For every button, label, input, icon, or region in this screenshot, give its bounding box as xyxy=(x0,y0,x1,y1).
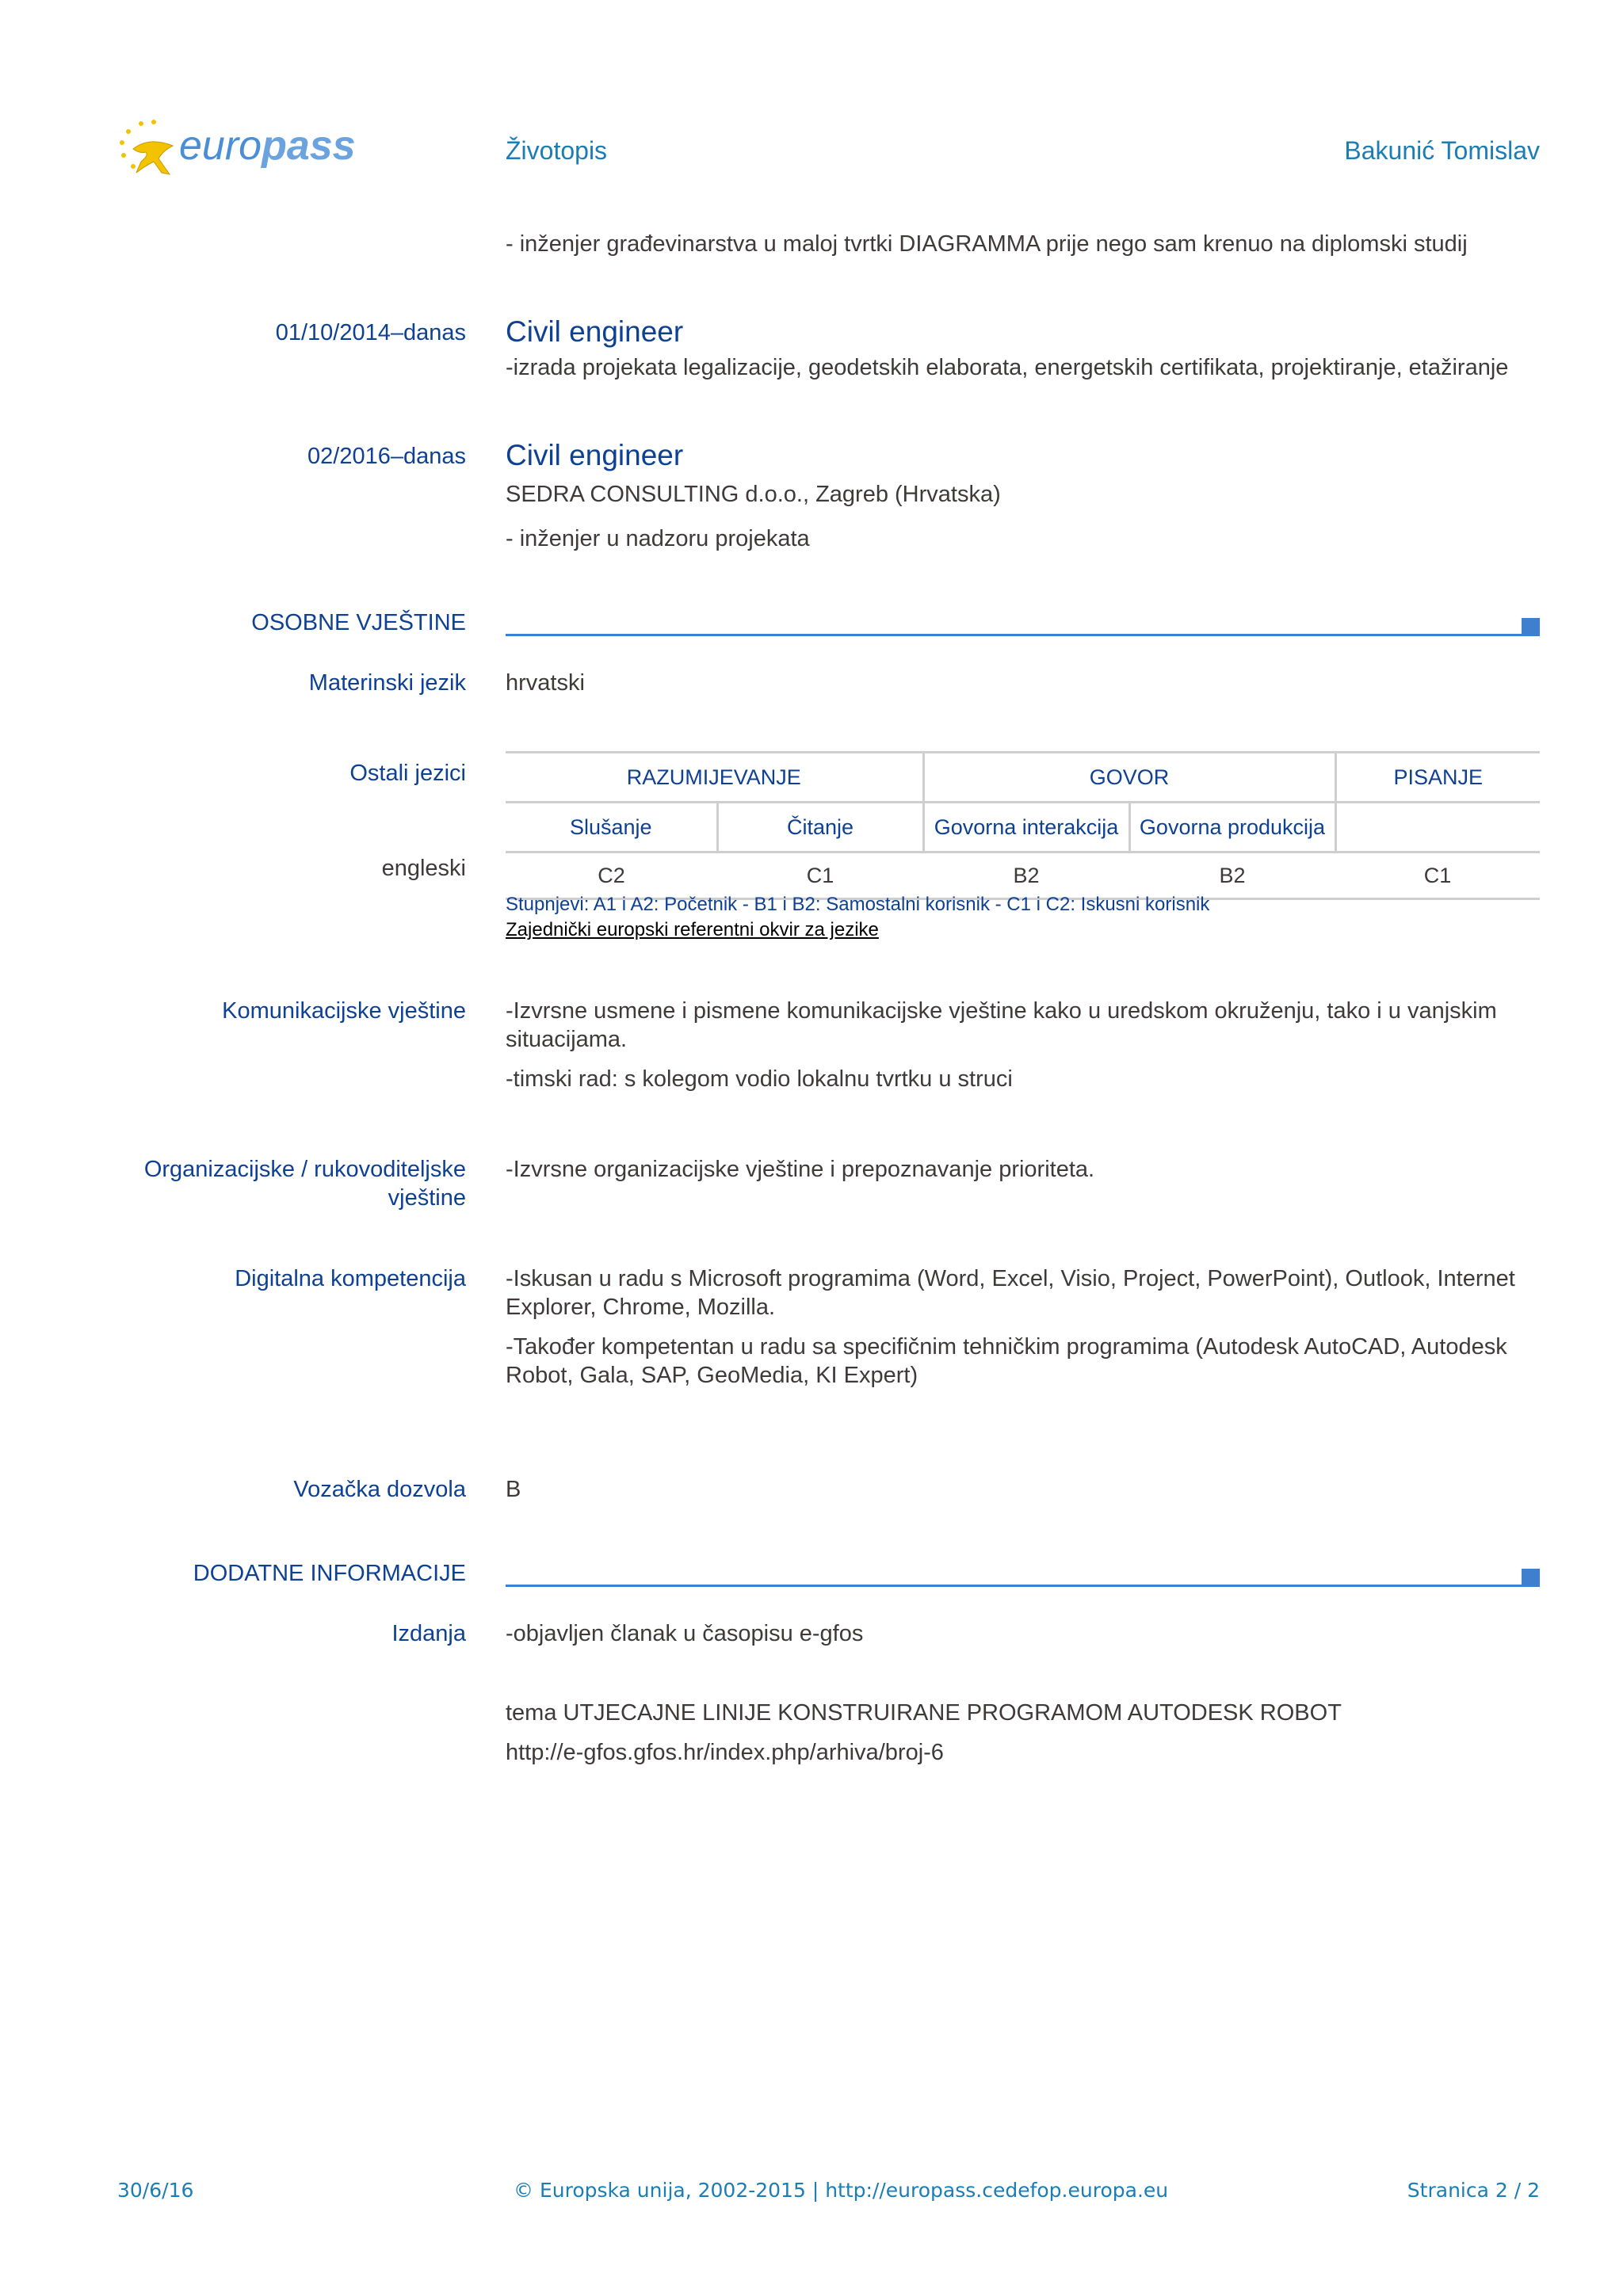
organisation-label: Organizacijske / rukovoditeljske vještine xyxy=(143,1157,466,1211)
levels-note: Stupnjevi: A1 i A2: Početnik - B1 i B2: Samostalni korisnik - C1 i C2: Iskusni korisnik xyxy=(506,894,1210,915)
level-spoken-interaction: B2 xyxy=(923,852,1129,899)
column-reading: Čitanje xyxy=(717,803,923,852)
language-skills-table xyxy=(506,751,1540,900)
group-writing: PISANJE xyxy=(1335,753,1540,803)
organisation-text: -Izvrsne organizacijske vještine i prepoznavanje prioriteta. xyxy=(506,1157,1095,1182)
experience-1-dates: 01/10/2014–danas xyxy=(275,320,466,345)
digital-label: Digitalna kompetencija xyxy=(235,1266,466,1291)
experience-2-line-1: SEDRA CONSULTING d.o.o., Zagreb (Hrvatska) xyxy=(506,482,1001,507)
publications-line-3: http://e-gfos.gfos.hr/index.php/arhiva/broj-6 xyxy=(506,1740,944,1765)
communication-line-2: -timski rad: s kolegom vodio lokalnu tvrtku u struci xyxy=(506,1066,1013,1092)
publications-line-2: tema UTJECAJNE LINIJE KONSTRUIRANE PROGRAMOM AUTODESK ROBOT xyxy=(506,1700,1342,1726)
document-type: Životopis xyxy=(506,136,608,165)
footer-page-number: Stranica 2 / 2 xyxy=(1407,2179,1540,2202)
language-name: engleski xyxy=(381,856,466,881)
other-languages-label: Ostali jezici xyxy=(349,761,466,786)
mother-tongue-value: hrvatski xyxy=(506,670,585,696)
cefr-link[interactable]: Zajednički europski referentni okvir za jezike xyxy=(506,919,879,940)
communication-line-1: -Izvrsne usmene i pismene komunikacijske vještine kako u uredskom okruženju, tako i u vanjskim situacijama. xyxy=(506,998,1497,1052)
experience-1-line-1: -izrada projekata legalizacije, geodetskih elaborata, energetskih certifikata, projektiranje, etažiranje xyxy=(506,355,1509,380)
section-heading-personal-skills: OSOBNE VJEŠTINE xyxy=(251,610,466,635)
communication-label: Komunikacijske vještine xyxy=(222,998,466,1024)
experience-2-line-2: - inženjer u nadzoru projekata xyxy=(506,526,810,551)
experience-1-title: Civil engineer xyxy=(506,315,684,348)
digital-line-2: -Također kompetentan u radu sa specifičnim tehničkim programima (Autodesk AutoCAD, Autodesk Robot, Gala, SAP, GeoMedia, KI Expert) xyxy=(506,1334,1507,1388)
level-writing: C1 xyxy=(1335,852,1540,899)
intro-line: - inženjer građevinarstva u maloj tvrtki DIAGRAMMA prije nego sam krenuo na diplomski studij xyxy=(506,231,1468,257)
group-understanding: RAZUMIJEVANJE xyxy=(506,753,923,803)
group-speaking: GOVOR xyxy=(923,753,1335,803)
driving-licence-value: B xyxy=(506,1477,521,1502)
experience-2-title: Civil engineer xyxy=(506,439,684,471)
column-spoken-production: Govorna produkcija xyxy=(1129,803,1335,852)
publications-label: Izdanja xyxy=(391,1621,466,1646)
column-listening: Slušanje xyxy=(506,803,717,852)
logo-text-pass: pass xyxy=(262,123,356,169)
mother-tongue-label: Materinski jezik xyxy=(308,670,466,696)
publications-line-1: -objavljen članak u časopisu e-gfos xyxy=(506,1621,864,1646)
column-spoken-interaction: Govorna interakcija xyxy=(923,803,1129,852)
experience-2-dates: 02/2016–danas xyxy=(307,444,466,469)
driving-licence-label: Vozačka dozvola xyxy=(293,1477,466,1502)
person-name: Bakunić Tomislav xyxy=(1344,136,1540,165)
footer-copyright: © Europska unija, 2002-2015 | http://europass.cedefop.europa.eu xyxy=(514,2179,1169,2202)
logo-text-euro: euro xyxy=(179,123,262,169)
level-listening: C2 xyxy=(506,852,717,899)
level-spoken-production: B2 xyxy=(1129,852,1335,899)
footer-date: 30/6/16 xyxy=(117,2179,194,2202)
digital-line-1: -Iskusan u radu s Microsoft programima (Word, Excel, Visio, Project, PowerPoint), Outlook, Internet Explorer, Chrome, Mozilla. xyxy=(506,1266,1515,1320)
section-divider-line xyxy=(506,634,1522,636)
section-divider-line xyxy=(506,1585,1522,1587)
column-writing-empty xyxy=(1335,803,1540,852)
section-heading-additional-info: DODATNE INFORMACIJE xyxy=(193,1561,466,1586)
level-reading: C1 xyxy=(717,852,923,899)
europass-logo xyxy=(117,117,356,181)
section-divider-square xyxy=(1522,1569,1540,1587)
section-divider-square xyxy=(1522,618,1540,636)
